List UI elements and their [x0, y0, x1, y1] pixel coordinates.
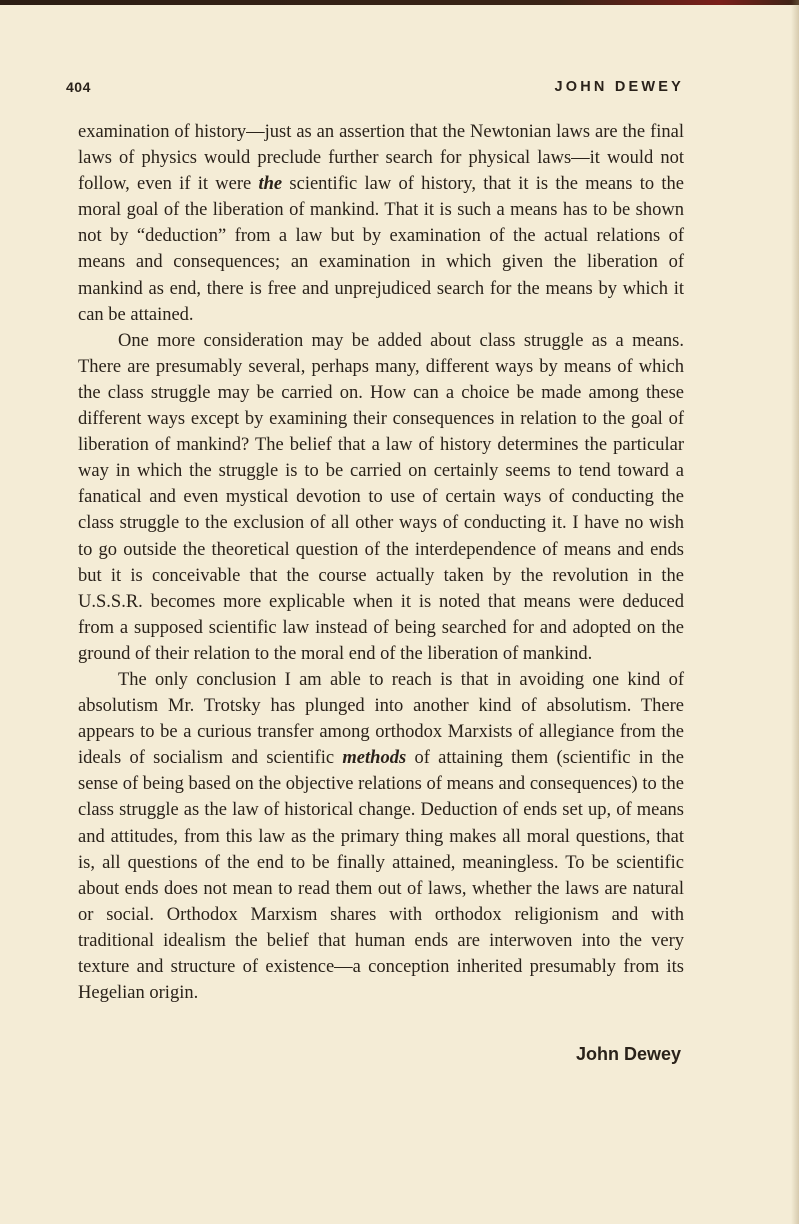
paragraph-1-text: examination of history—just as an assertion that the Newtonian laws are the final laws of physics would preclude further search for physical laws—it would not follow, even if it were [78, 122, 684, 195]
page-edge-shadow [791, 0, 799, 1224]
paragraph-3-emphasis: methods [342, 748, 407, 769]
paragraph-2: One more consideration may be added about class struggle as a means. There are presumably several, perhaps many, different ways by means of which the class struggle may be carried on. How can a choice be made among these different ways except by examining their consequences in relation to the goal of liberation of mankind? The belief that a law of history determines the particular way in which the struggle is to be carried on certainly seems to tend toward a fanatical and even mystical devotion to use of certain ways of conducting the class struggle to the exclusion of all other ways of conducting it. I have no wish to go outside the theoretical question of the interdependence of means and ends but it is conceivable that the course actually taken by the revolution in the U.S.S.R. becomes more explicable when it is noted that means were deduced from a supposed scientific law instead of being searched for and adopted on the ground of their relation to the moral end of the liberation of mankind. [78, 330, 684, 664]
paragraph-1-emphasis: the [258, 174, 283, 195]
body-text [78, 119, 684, 1006]
paragraph-3-text: The only conclusion I am able to reach is that in avoiding one kind of absolutism Mr. Trotsky has plunged into another kind of absolutism. There appears to be a curious transfer among orthodox Marxists of allegiance from the ideals of socialism and scientific [78, 669, 684, 769]
paragraph-1-text-end: scientific law of history, that it is the means to the moral goal of the liberation of mankind. That it is such a means has to be shown not by “deduction” from a law but by examination of the actual relations of means and consequences; an examination in which given the liberation of mankind as end, there is free and unprejudiced search for the means by which it can be attained. [78, 174, 685, 325]
page-number: 404 [66, 79, 91, 95]
running-head: JOHN DEWEY [554, 79, 684, 95]
author-signature: John Dewey [575, 1044, 681, 1064]
top-edge-rule [0, 0, 799, 5]
paragraph-3 [78, 667, 684, 1006]
paragraph-3-text-end: of attaining them (scientific in the sense of being based on the objective relations of means and consequences) to the class struggle as the law of historical change. Deduction of ends set up, of means and attitudes, from this law as the primary thing makes all moral questions, that is, all questions of the end to be finally attained, meaningless. To be scientific about ends does not mean to read them out of laws, whether the laws are natural or social. Orthodox Marxism shares with orthodox religionism and with traditional idealism the belief that human ends are interwoven into the very texture and structure of existence—a conception inherited presumably from its Hegelian origin. [78, 748, 684, 1004]
paragraph-1 [78, 119, 684, 328]
